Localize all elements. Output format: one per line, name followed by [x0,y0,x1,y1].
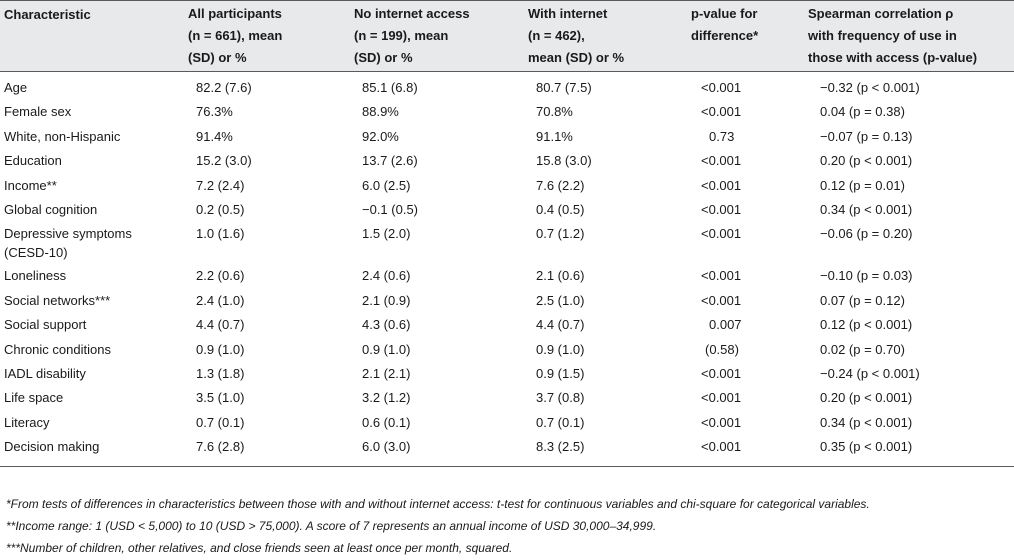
footnote: *From tests of differences in characteristics between those with and without internet access: t-test for continuous variables and chi-square for categorical variables. [6,497,870,511]
cell-spearman: −0.24 (p < 0.001) [820,366,920,382]
cell-spearman: 0.12 (p = 0.01) [820,177,905,193]
cell-p-value: <0.001 [701,80,742,95]
header-p-value: p-value for difference* [687,1,804,72]
cell-with-internet: 15.8 (3.0) [536,153,592,169]
cell-no-internet: 4.3 (0.6) [362,317,411,333]
cell-p-value: <0.001 [701,226,742,242]
cell-with-internet: 3.7 (0.8) [536,390,585,406]
cell-spearman: −0.06 (p = 0.20) [820,226,913,242]
cell-all: 4.4 (0.7) [196,317,245,333]
cell-all: 0.7 (0.1) [196,414,245,430]
cell-p-value: 0.73 [709,128,735,144]
cell-spearman: 0.20 (p < 0.001) [820,390,913,406]
cell-no-internet: 2.1 (2.1) [362,366,411,382]
cell-with-internet: 70.8% [536,104,573,120]
cell-spearman: 0.34 (p < 0.001) [820,414,913,430]
cell-with-internet: 0.4 (0.5) [536,202,585,218]
cell-all: 0.2 (0.5) [196,202,245,218]
table-row [0,338,1014,362]
cell-with-internet: 80.7 (7.5) [536,80,592,95]
cell-no-internet: 1.5 (2.0) [362,226,411,242]
row-label: Depressive symptoms (CESD-10) [4,226,132,261]
cell-all: 7.6 (2.8) [184,435,350,466]
cell-p-value: <0.001 [701,202,742,218]
table-row [0,435,1014,466]
cell-all: 0.9 (1.0) [196,341,245,357]
table-row [0,362,1014,386]
cell-all: 15.2 (3.0) [196,153,252,169]
row-label: Age [4,80,28,95]
cell-all: 82.2 (7.6) [196,80,252,95]
cell-spearman: 0.35 (p < 0.001) [804,435,1014,466]
cell-all: 76.3% [196,104,233,120]
cell-with-internet: 7.6 (2.2) [536,177,585,193]
header-characteristic: Characteristic [0,1,184,72]
footnote: ***Number of children, other relatives, and close friends seen at least once per month, squared. [6,541,513,555]
row-label: Literacy [4,414,50,430]
cell-spearman: 0.04 (p = 0.38) [820,104,905,120]
cell-no-internet: 6.0 (2.5) [362,177,411,193]
cell-spearman: −0.32 (p < 0.001) [820,80,920,95]
cell-no-internet: 13.7 (2.6) [362,153,418,169]
cell-p-value: <0.001 [701,414,742,430]
cell-spearman: 0.12 (p < 0.001) [820,317,913,333]
header-no-internet: No internet access (n = 199), mean (SD) or % [350,1,524,72]
row-label: Social networks*** [4,292,111,308]
table-row [0,100,1014,124]
cell-all: 1.3 (1.8) [196,366,245,382]
cell-with-internet: 91.1% [536,128,573,144]
cell-spearman: −0.07 (p = 0.13) [820,128,913,144]
cell-spearman: −0.10 (p = 0.03) [820,268,913,284]
row-label: Decision making [0,435,184,466]
cell-no-internet: 6.0 (3.0) [350,435,524,466]
cell-p-value: <0.001 [701,390,742,406]
cell-p-value: <0.001 [701,104,742,120]
cell-with-internet: 4.4 (0.7) [536,317,585,333]
cell-all: 1.0 (1.6) [196,226,245,242]
row-label: Life space [4,390,64,406]
cell-no-internet: −0.1 (0.5) [362,202,419,218]
cell-p-value: <0.001 [701,366,742,382]
cell-all: 7.2 (2.4) [196,177,245,193]
cell-p-value: <0.001 [701,292,742,308]
footnote: **Income range: 1 (USD < 5,000) to 10 (USD > 75,000). A score of 7 represents an annual income of USD 30,000–34,999. [6,519,657,533]
header-with-internet: With internet (n = 462), mean (SD) or % [524,1,687,72]
cell-no-internet: 2.1 (0.9) [362,292,411,308]
cell-with-internet: 2.1 (0.6) [536,268,585,284]
cell-no-internet: 85.1 (6.8) [362,80,418,95]
table-row [0,149,1014,173]
cell-spearman: 0.07 (p = 0.12) [820,292,905,308]
row-label: Global cognition [4,202,98,218]
cell-p-value: (0.58) [705,341,739,357]
header-all-participants: All participants (n = 661), mean (SD) or % [184,1,350,72]
cell-spearman: 0.34 (p < 0.001) [820,202,913,218]
cell-p-value: <0.001 [701,177,742,193]
row-label: Education [4,153,62,169]
cell-all: 91.4% [196,128,233,144]
cell-with-internet: 0.9 (1.0) [536,341,585,357]
cell-p-value: <0.001 [687,435,804,466]
table-row [0,264,1014,288]
cell-with-internet: 2.5 (1.0) [536,292,585,308]
cell-with-internet: 0.7 (0.1) [536,414,585,430]
row-label: Loneliness [4,268,67,284]
table-row [0,125,1014,149]
cell-p-value: <0.001 [701,268,742,284]
cell-with-internet: 8.3 (2.5) [524,435,687,466]
table-footnotes [0,493,1014,559]
cell-p-value: <0.001 [701,153,742,169]
table-row [0,72,1014,101]
cell-no-internet: 2.4 (0.6) [362,268,411,284]
table-row [0,411,1014,435]
table-row [0,313,1014,337]
header-spearman: Spearman correlation ρ with frequency of use in those with access (p-value) [804,1,1014,72]
row-label: Female sex [4,104,72,120]
cell-no-internet: 3.2 (1.2) [362,390,411,406]
row-label: Income** [4,177,57,193]
row-label: IADL disability [4,366,86,382]
table-row [0,289,1014,313]
cell-with-internet: 0.7 (1.2) [536,226,585,242]
cell-all: 2.2 (0.6) [196,268,245,284]
cell-no-internet: 88.9% [362,104,399,120]
cell-all: 3.5 (1.0) [196,390,245,406]
table-row [0,174,1014,198]
table-row [0,198,1014,222]
cell-spearman: 0.20 (p < 0.001) [820,153,913,169]
cell-p-value: 0.007 [709,317,742,333]
header-row [0,1,1014,72]
row-label: White, non-Hispanic [4,128,121,144]
row-label: Chronic conditions [4,341,111,357]
cell-all: 2.4 (1.0) [196,292,245,308]
cell-with-internet: 0.9 (1.5) [536,366,585,382]
row-label: Social support [4,317,87,333]
cell-no-internet: 0.6 (0.1) [362,414,411,430]
cell-no-internet: 0.9 (1.0) [362,341,411,357]
table-row [0,222,1014,264]
cell-spearman: 0.02 (p = 0.70) [820,341,905,357]
cell-no-internet: 92.0% [362,128,399,144]
table-row [0,386,1014,410]
